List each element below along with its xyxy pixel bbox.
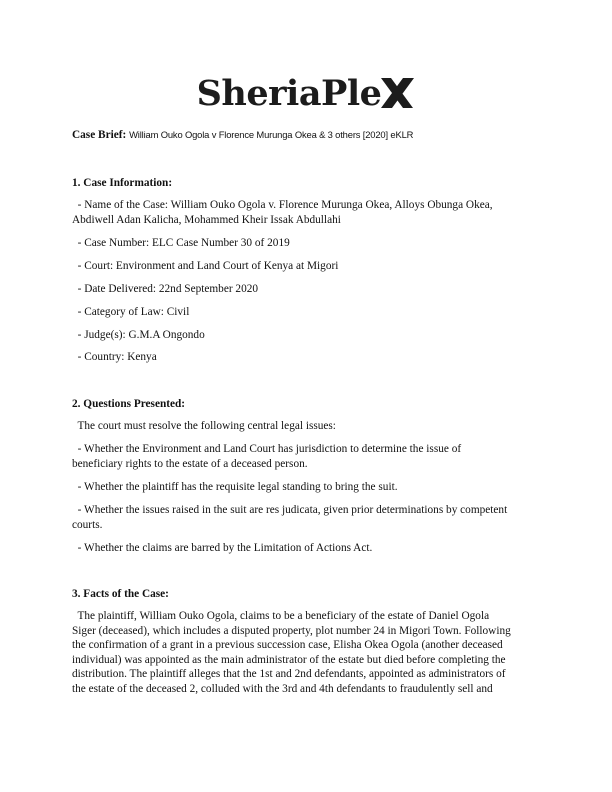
question-limitation-text: - Whether the claims are barred by the Limitation of Actions Act. (72, 542, 373, 554)
sheriaplex-logo (0, 74, 612, 114)
facts-line: the confirmation of a grant in a previous succession case, Elisha Okea Ogola (another deceased (72, 639, 503, 652)
facts-paragraph (72, 609, 542, 697)
case-brief-label: Case Brief: (72, 129, 127, 141)
country-text: - Country: Kenya (72, 351, 157, 363)
questions-intro-text: The court must resolve the following central legal issues: (72, 420, 336, 432)
country-item (72, 350, 542, 365)
section-heading-facts-of-the-case: 3. Facts of the Case: (72, 588, 169, 600)
question-limitation-item (72, 541, 542, 556)
case-brief-line (72, 128, 413, 143)
question-standing-text: - Whether the plaintiff has the requisite legal standing to bring the suit. (72, 481, 398, 493)
question-res-judicata-item (72, 503, 542, 532)
section-heading-questions-presented: 2. Questions Presented: (72, 398, 186, 410)
court-item (72, 259, 542, 274)
questions-intro (72, 419, 542, 434)
judges-item (72, 328, 542, 343)
case-number-text: - Case Number: ELC Case Number 30 of 2019 (72, 237, 290, 249)
case-brief-title: William Ouko Ogola v Florence Murunga Okea & 3 others [2020] eKLR (129, 129, 414, 140)
question-standing-item (72, 480, 542, 495)
section-heading-case-information: 1. Case Information: (72, 177, 173, 189)
date-delivered-text: - Date Delivered: 22nd September 2020 (72, 283, 259, 295)
facts-line: individual) was appointed as the main administrator of the estate but died before completing the (72, 653, 506, 666)
case-name-line-2: Abdiwell Adan Kalicha, Mohammed Kheir Issak Abdullahi (72, 213, 341, 226)
case-number-item (72, 236, 542, 251)
facts-line: Siger (deceased), which includes a disputed property, plot number 24 in Migori Town. Following (72, 624, 511, 637)
case-name-line-1: - Name of the Case: William Ouko Ogola v. Florence Murunga Okea, Alloys Obunga Okea, (72, 199, 493, 211)
court-text: - Court: Environment and Land Court of Kenya at Migori (72, 260, 339, 272)
case-name-item (72, 198, 542, 227)
logo-x-mark-icon (379, 77, 415, 109)
question-res-judicata-line-1: - Whether the issues raised in the suit are res judicata, given prior determinations by competent (72, 504, 508, 516)
category-of-law-item (72, 305, 542, 320)
judges-text: - Judge(s): G.M.A Ongondo (72, 329, 205, 341)
category-of-law-text: - Category of Law: Civil (72, 306, 190, 318)
question-jurisdiction-line-1: - Whether the Environment and Land Court has jurisdiction to determine the issue of (72, 443, 462, 455)
question-jurisdiction-item (72, 442, 542, 471)
logo-text: SheriaPle (196, 73, 382, 114)
facts-line: distribution. The plaintiff alleges that the 1st and 2nd defendants, appointed as administrators of (72, 668, 506, 681)
question-jurisdiction-line-2: beneficiary rights to the estate of a deceased person. (72, 457, 308, 470)
facts-line: The plaintiff, William Ouko Ogola, claims to be a beneficiary of the estate of Daniel Ogola (72, 610, 490, 622)
facts-line: the estate of the deceased 2, colluded with the 3rd and 4th defendants to fraudulently sell and (72, 682, 493, 695)
question-res-judicata-line-2: courts. (72, 518, 103, 531)
date-delivered-item (72, 282, 542, 297)
